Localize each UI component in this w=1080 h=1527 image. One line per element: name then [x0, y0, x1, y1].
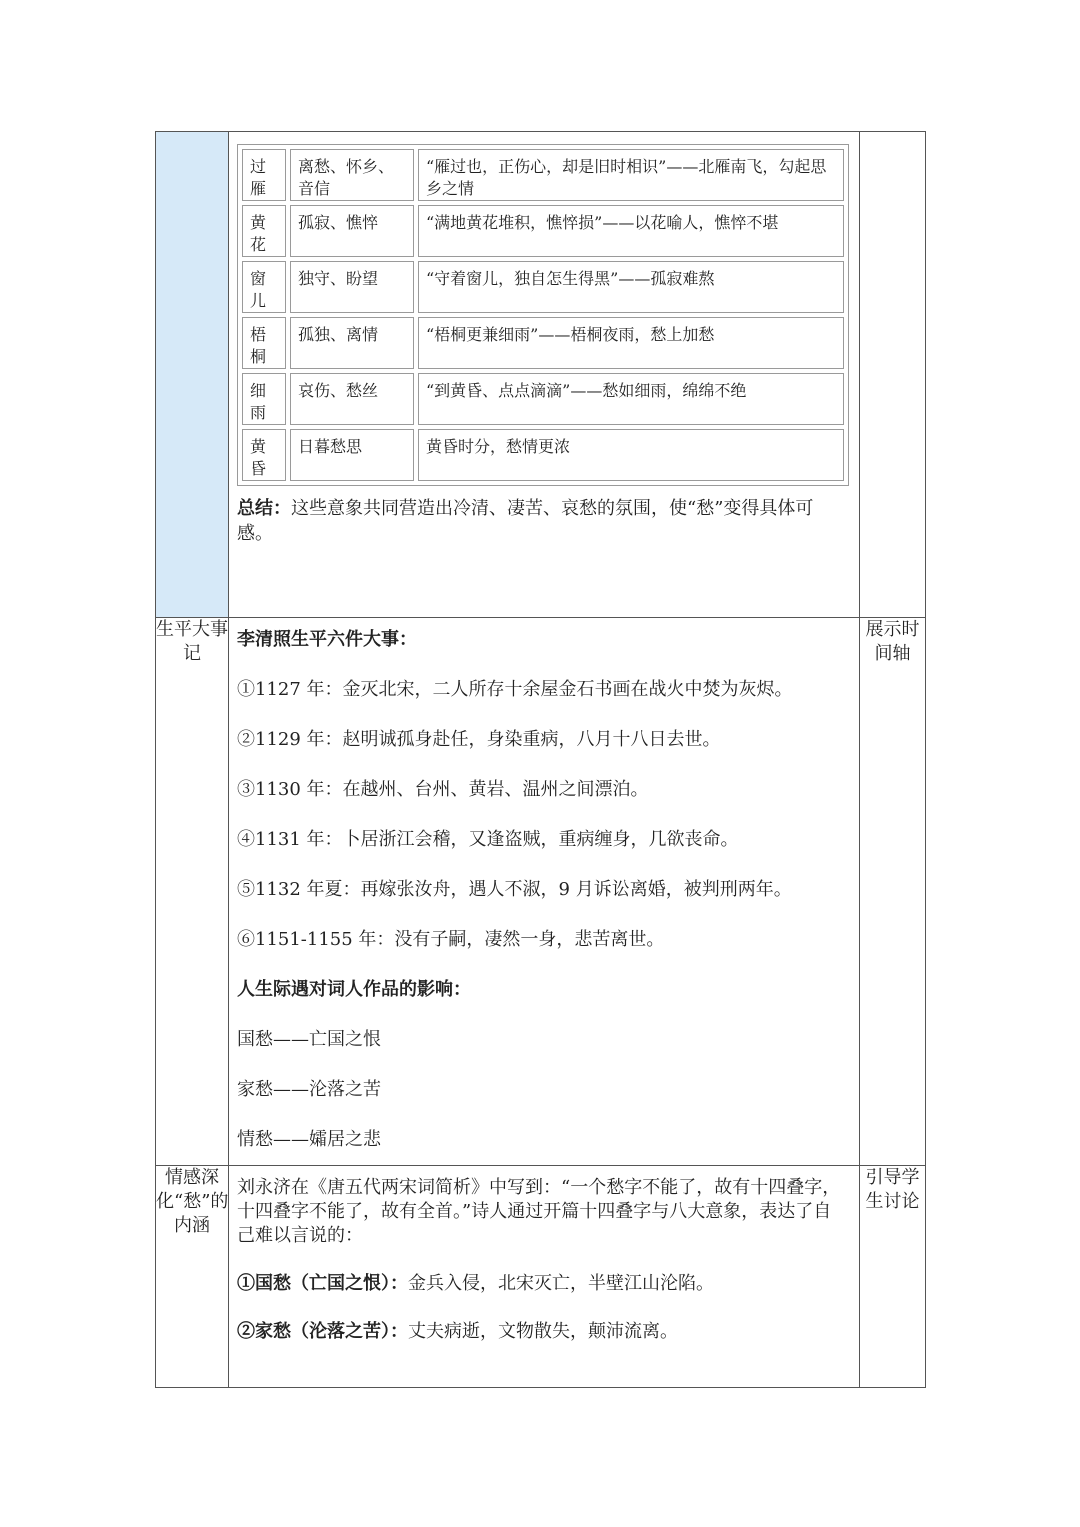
emotion-item: [237, 1320, 849, 1344]
life-event-item: ①1127 年：金灭北宋，二人所存十余屋金石书画在战火中焚为灰烬。: [237, 679, 793, 700]
imagery-table-row: [242, 429, 844, 481]
life-events-note: 展示时间轴: [860, 618, 926, 1166]
imagery-name: 黄昏: [242, 429, 286, 481]
imagery-name: 梧桐: [242, 317, 286, 369]
imagery-name: 过雁: [242, 149, 286, 201]
life-events-heading: 李清照生平六件大事：: [237, 629, 417, 650]
impact-item: 情愁——孀居之悲: [237, 1129, 381, 1150]
life-event-item: ⑤1132 年夏：再嫁张汝舟，遇人不淑，9 月诉讼离婚，被判刑两年。: [237, 879, 792, 900]
emotion-item-label: ②家愁（沦落之苦）：: [237, 1321, 408, 1342]
emotion-item: [237, 1272, 849, 1296]
imagery-quote: 黄昏时分，愁情更浓: [418, 429, 844, 481]
imagery-quote: “雁过也，正伤心，却是旧时相识”——北雁南飞，勾起思乡之情: [418, 149, 844, 201]
imagery-content-cell: [229, 132, 860, 618]
emotion-item-text: 丈夫病逝，文物散失，颠沛流离。: [408, 1321, 678, 1342]
imagery-quote: “梧桐更兼细雨”——梧桐夜雨，愁上加愁: [418, 317, 844, 369]
imagery-emotion: 日暮愁思: [290, 429, 414, 481]
imagery-name: 黄花: [242, 205, 286, 257]
imagery-emotion: 独守、盼望: [290, 261, 414, 313]
life-events-label: 生平大事记: [156, 618, 229, 1166]
imagery-table: [237, 144, 849, 486]
life-event-item: ④1131 年：卜居浙江会稽，又逢盗贼，重病缠身，几欲丧命。: [237, 829, 739, 850]
imagery-table-row: [242, 261, 844, 313]
imagery-quote: “到黄昏、点点滴滴”——愁如细雨，绵绵不绝: [418, 373, 844, 425]
lesson-plan-page: [155, 131, 926, 1387]
impact-item: 国愁——亡国之恨: [237, 1029, 381, 1050]
emotion-item-label: ①国愁（亡国之恨）：: [237, 1273, 408, 1294]
imagery-label-cell: [156, 132, 229, 618]
impact-heading: 人生际遇对词人作品的影响：: [237, 979, 471, 1000]
emotion-row: [156, 1166, 926, 1388]
imagery-emotion: 离愁、怀乡、音信: [290, 149, 414, 201]
emotion-item-text: 金兵入侵，北宋灭亡，半壁江山沦陷。: [408, 1273, 714, 1294]
imagery-table-row: [242, 317, 844, 369]
summary-label: 总结：: [237, 498, 291, 519]
life-events-row: [156, 618, 926, 1166]
life-event-item: ②1129 年：赵明诚孤身赴任，身染重病，八月十八日去世。: [237, 729, 721, 750]
imagery-quote: “满地黄花堆积，憔悴损”——以花喻人，憔悴不堪: [418, 205, 844, 257]
impact-item: 家愁——沦落之苦: [237, 1079, 381, 1100]
lesson-plan-table: [155, 131, 926, 1388]
imagery-summary: [229, 486, 859, 560]
emotion-content: [229, 1166, 860, 1388]
imagery-quote: “守着窗儿，独自怎生得黑”——孤寂难熬: [418, 261, 844, 313]
imagery-name: 细雨: [242, 373, 286, 425]
imagery-table-row: [242, 373, 844, 425]
emotion-label: 情感深化“愁”的内涵: [156, 1166, 229, 1388]
imagery-emotion: 哀伤、愁丝: [290, 373, 414, 425]
imagery-table-row: [242, 149, 844, 201]
imagery-table-row: [242, 205, 844, 257]
emotion-intro: 刘永济在《唐五代两宋词简析》中写到：“一个愁字不能了，故有十四叠字，十四叠字不能了，故有全首。”诗人通过开篇十四叠字与八大意象，表达了自己难以言说的：: [237, 1177, 841, 1246]
life-event-item: ⑥1151-1155 年：没有子嗣，凄然一身，悲苦离世。: [237, 929, 665, 950]
summary-text: 这些意象共同营造出冷清、凄苦、哀愁的氛围，使“愁”变得具体可感。: [237, 498, 814, 544]
life-events-content: [229, 618, 860, 1166]
imagery-emotion: 孤寂、憔悴: [290, 205, 414, 257]
emotion-note: 引导学生讨论: [860, 1166, 926, 1388]
imagery-name: 窗儿: [242, 261, 286, 313]
imagery-emotion: 孤独、离情: [290, 317, 414, 369]
imagery-row: [156, 132, 926, 618]
imagery-note-cell: [860, 132, 926, 618]
life-event-item: ③1130 年：在越州、台州、黄岩、温州之间漂泊。: [237, 779, 649, 800]
